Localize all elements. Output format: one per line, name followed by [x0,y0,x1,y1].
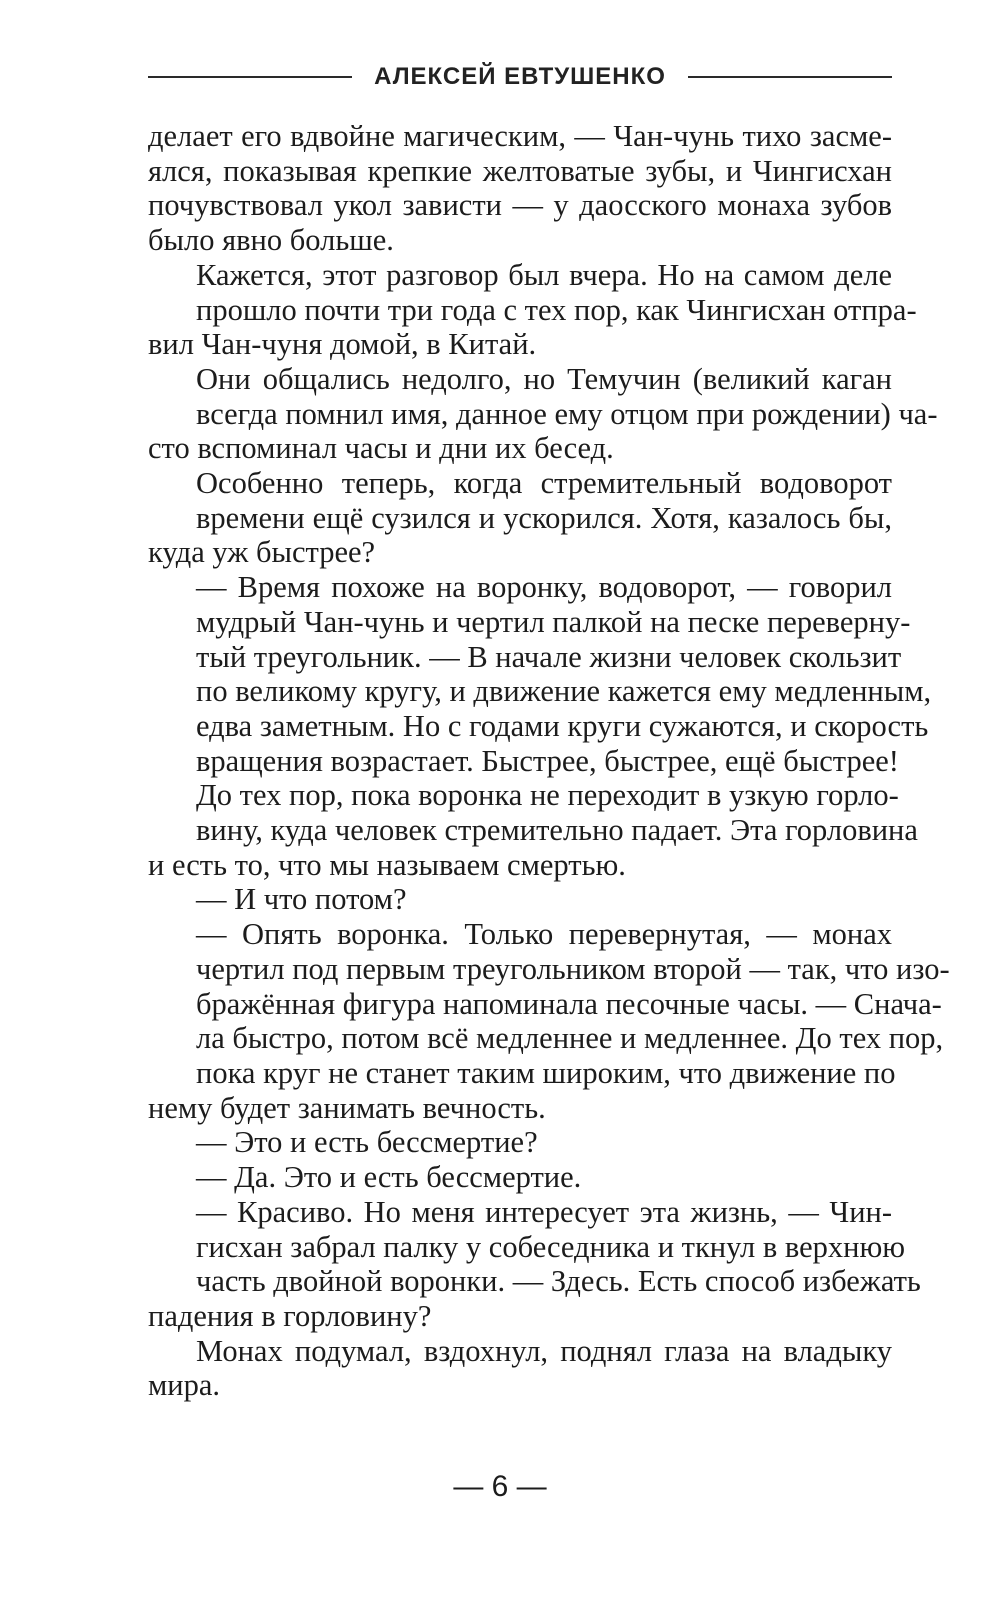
text-line: — Опять воронка. Только перевернутая, — монах [196,917,892,952]
text-line: — Время похоже на воронку, водоворот, — говорил [196,570,892,605]
text-line: прошло почти три года с тех пор, как Чингисхан отпра- [196,292,917,327]
text-line: мира. [148,1368,221,1403]
text-line: куда уж быстрее? [148,535,376,570]
text-line: — И что потом? [196,882,407,917]
text-line: До тех пор, пока воронка не переходит в узкую горло- [196,778,899,813]
text-line: вил Чан-чуня домой, в Китай. [148,327,537,362]
paragraph-end [148,327,892,362]
paragraph [148,570,932,848]
text-line: — Это и есть бессмертие? [196,1125,538,1160]
paragraph [148,119,892,223]
header-rule-left [148,76,352,78]
text-line: делает его вдвойне магическим, — Чан-чунь тихо засме- [148,119,892,153]
text-line: всегда помнил имя, данное ему отцом при рождении) ча- [196,396,938,431]
paragraph [148,917,950,1091]
text-line: едва заметным. Но с годами круги сужаются, и скорость [196,708,929,743]
text-line: — Да. Это и есть бессмертие. [196,1160,582,1195]
text-line: Кажется, этот разговор был вчера. Но на самом деле [196,257,892,292]
paragraph [148,257,917,327]
text-line: нему будет занимать вечность. [148,1090,546,1125]
text-line: чертил под первым треугольником второй — так, что изо- [196,951,950,986]
text-line: ялся, показывая крепкие желтоватые зубы, и Чингисхан [148,153,892,188]
text-line: почувствовал укол зависти — у даосского монаха зубов [148,188,892,223]
text-line: падения в горловину? [148,1298,432,1333]
paragraph-end [148,848,892,883]
paragraph-end [148,535,892,570]
text-line: бражённая фигура напоминала песочные часы. — Снача- [196,986,942,1021]
text-line: по великому кругу, и движение кажется ему медленным, [196,674,932,709]
paragraph [148,882,892,917]
text-line: гисхан забрал палку у собеседника и ткнул в верхнюю [196,1229,906,1264]
header-rule-right [688,76,892,78]
paragraph [148,1194,921,1299]
text-line: сто вспоминал часы и дни их бесед. [148,431,614,466]
paragraph [148,1125,892,1160]
paragraph-end [148,1299,892,1334]
text-line: мудрый Чан-чунь и чертил палкой на песке переверну- [196,604,911,639]
text-line: тый треугольник. — В начале жизни человек скользит [196,639,902,674]
paragraph-end [148,1368,892,1403]
text-line: часть двойной воронки. — Здесь. Есть способ избежать [196,1264,921,1299]
text-line: — Красиво. Но меня интересует эта жизнь, — Чин- [196,1194,892,1229]
text-line: и есть то, что мы называем смертью. [148,847,626,882]
paragraph-end [148,223,892,258]
text-line: Они общались недолго, но Темучин (великий каган [196,361,892,396]
paragraph [148,1160,892,1195]
page-number: — 6 — [453,1470,547,1503]
text-line: вращения возрастает. Быстрее, быстрее, ещё быстрее! [196,743,899,778]
text-line: ла быстро, потом всё медленнее и медленнее. До тех пор, [196,1021,944,1056]
text-line: пока круг не станет таким широким, что движение по [196,1055,896,1090]
paragraph [148,361,938,431]
text-line: вину, куда человек стремительно падает. Эта горловина [196,813,918,848]
running-header [148,60,892,94]
text-line: времени ещё сузился и ускорился. Хотя, казалось бы, [196,500,892,535]
text-line: было явно больше. [148,223,394,258]
paragraph [148,1334,892,1369]
paragraph-end [148,431,892,466]
text-line: Монах подумал, вздохнул, поднял глаза на владыку [196,1333,892,1368]
paragraph [148,466,892,535]
text-line: Особенно теперь, когда стремительный водоворот [196,466,892,501]
running-title: АЛЕКСЕЙ ЕВТУШЕНКО [374,63,666,90]
paragraph-end [148,1091,892,1126]
body-text [148,119,950,1403]
